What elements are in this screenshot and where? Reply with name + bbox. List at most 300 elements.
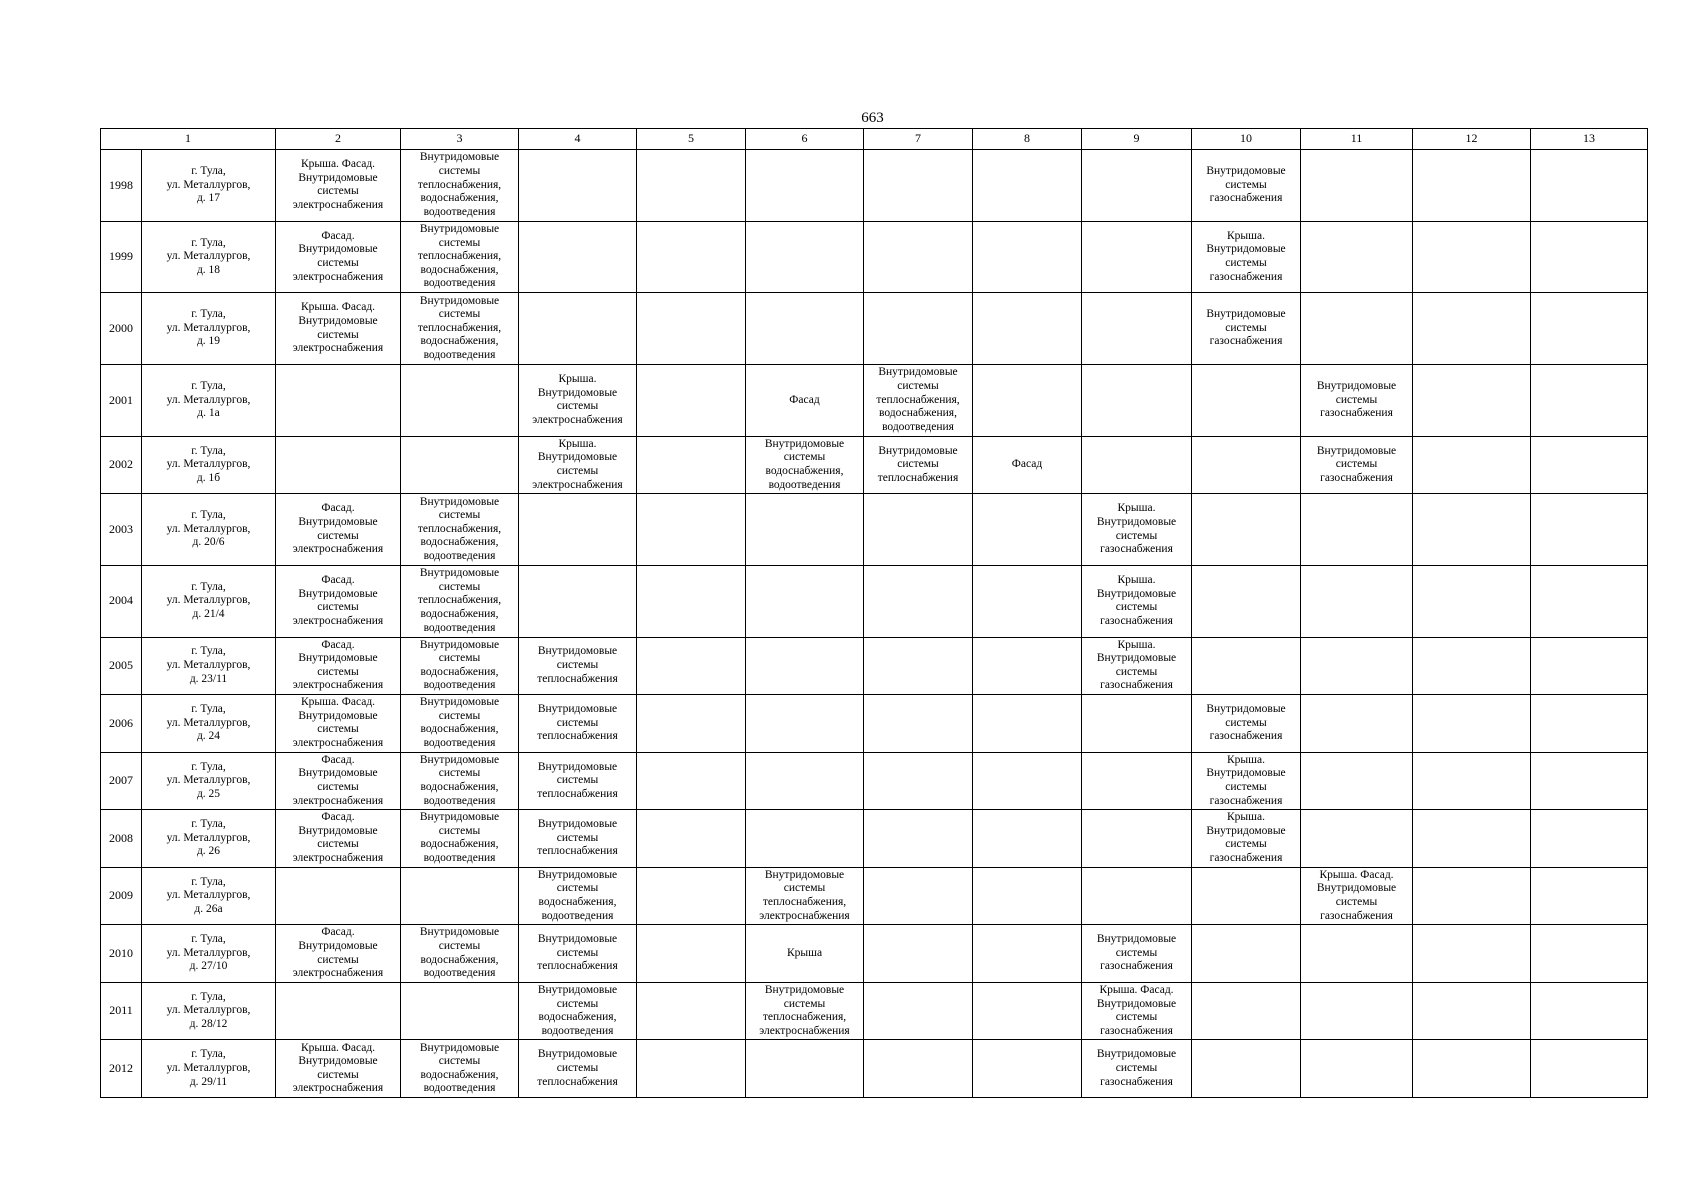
work-cell-col-11 [1301, 221, 1413, 293]
row-number-cell: 2010 [101, 925, 142, 983]
work-cell-col-8 [973, 982, 1082, 1040]
work-text: Внутридомовые системы теплоснабжения, водоснабжения, водоотведения [417, 567, 502, 634]
work-cell-col-11 [1301, 925, 1413, 983]
work-cell-col-10 [1192, 925, 1301, 983]
work-cell-col-3 [401, 982, 519, 1040]
work-cell-col-2 [276, 982, 401, 1040]
work-cell-col-11 [1301, 365, 1413, 437]
work-cell-col-7 [864, 565, 973, 637]
work-cell-col-3 [401, 494, 519, 566]
work-text: Фасад. Внутридомовые системы электроснабжения [292, 638, 384, 692]
work-cell-col-13 [1531, 982, 1648, 1040]
work-text: Внутридомовые системы теплоснабжения, водоснабжения, водоотведения [417, 151, 502, 218]
address-text: г. Тула, ул. Металлургов, д. 19 [166, 308, 251, 348]
work-text: Внутридомовые системы теплоснабжения, электроснабжения [759, 868, 850, 922]
table-row [101, 365, 1648, 437]
work-cell-col-8 [973, 925, 1082, 983]
work-cell-col-4 [519, 565, 637, 637]
column-number-header: 7 [864, 129, 973, 150]
table-body [101, 129, 1648, 1098]
page-number: 663 [861, 110, 884, 126]
work-cell-col-2 [276, 810, 401, 868]
work-text: Крыша. Фасад. Внутридомовые системы газоснабжения [1096, 983, 1177, 1037]
work-cell-col-13 [1531, 150, 1648, 222]
work-cell-col-11 [1301, 494, 1413, 566]
address-cell [142, 494, 276, 566]
work-cell-col-8 [973, 565, 1082, 637]
work-text: Крыша. Внутридомовые системы газоснабжения [1206, 811, 1286, 865]
work-cell-col-8 [973, 293, 1082, 365]
work-cell-col-2 [276, 925, 401, 983]
address-text: г. Тула, ул. Металлургов, д. 17 [166, 164, 251, 205]
work-cell-col-8 [973, 150, 1082, 222]
table-row [101, 150, 1648, 222]
work-cell-col-13 [1531, 637, 1648, 695]
table-row [101, 867, 1648, 925]
work-cell-col-13 [1531, 925, 1648, 983]
work-cell-col-9 [1082, 695, 1192, 753]
row-number-cell: 2007 [101, 752, 142, 810]
work-text: Крыша. Внутридомовые системы газоснабжения [1096, 638, 1177, 692]
work-cell-col-6 [746, 494, 864, 566]
column-number-header: 5 [637, 129, 746, 150]
row-number-cell: 2002 [101, 436, 142, 494]
row-number-cell: 2003 [101, 494, 142, 566]
address-text: г. Тула, ул. Металлургов, д. 27/10 [166, 933, 251, 973]
work-text: Крыша. Фасад. Внутридомовые системы электроснабжения [292, 1041, 384, 1095]
work-cell-col-13 [1531, 752, 1648, 810]
work-cell-col-5 [637, 365, 746, 437]
address-text: г. Тула, ул. Металлургов, д. 21/4 [166, 580, 251, 621]
work-cell-col-13 [1531, 221, 1648, 293]
work-cell-col-6 [746, 565, 864, 637]
work-cell-col-9 [1082, 365, 1192, 437]
work-cell-col-8 [973, 867, 1082, 925]
work-cell-col-8 [973, 365, 1082, 437]
work-cell-col-7 [864, 150, 973, 222]
work-cell-col-10 [1192, 1040, 1301, 1098]
address-cell [142, 293, 276, 365]
work-cell-col-5 [637, 436, 746, 494]
row-number-cell: 2009 [101, 867, 142, 925]
work-cell-col-10 [1192, 565, 1301, 637]
address-cell [142, 436, 276, 494]
work-cell-col-13 [1531, 293, 1648, 365]
column-number-header: 1 [101, 129, 276, 150]
work-cell-col-12 [1413, 810, 1531, 868]
work-text: Внутридомовые системы водоснабжения, водоотведения [764, 437, 845, 491]
work-cell-col-10 [1192, 293, 1301, 365]
address-text: г. Тула, ул. Металлургов, д. 1б [166, 444, 251, 484]
work-cell-col-6 [746, 150, 864, 222]
column-number-header: 9 [1082, 129, 1192, 150]
work-cell-col-9 [1082, 293, 1192, 365]
work-cell-col-4 [519, 436, 637, 494]
work-cell-col-12 [1413, 1040, 1531, 1098]
work-cell-col-2 [276, 150, 401, 222]
work-cell-col-10 [1192, 810, 1301, 868]
work-cell-col-5 [637, 1040, 746, 1098]
row-number-cell: 1998 [101, 150, 142, 222]
work-cell-col-4 [519, 695, 637, 753]
work-cell-col-11 [1301, 293, 1413, 365]
work-cell-col-10 [1192, 221, 1301, 293]
work-text: Крыша. Внутридомовые системы газоснабжения [1206, 753, 1286, 807]
table-row [101, 565, 1648, 637]
work-text: Внутридомовые системы теплоснабжения [537, 1048, 618, 1088]
column-number-header: 12 [1413, 129, 1531, 150]
work-text: Внутридомовые системы водоснабжения, водоотведения [419, 638, 500, 692]
work-cell-col-6 [746, 695, 864, 753]
work-text: Внутридомовые системы теплоснабжения [537, 703, 618, 743]
work-cell-col-2 [276, 867, 401, 925]
work-cell-col-2 [276, 436, 401, 494]
row-number-cell: 2004 [101, 565, 142, 637]
work-cell-col-11 [1301, 565, 1413, 637]
work-cell-col-7 [864, 494, 973, 566]
work-cell-col-5 [637, 752, 746, 810]
work-cell-col-8 [973, 1040, 1082, 1098]
address-cell [142, 365, 276, 437]
work-cell-col-2 [276, 365, 401, 437]
address-cell [142, 810, 276, 868]
work-cell-col-2 [276, 752, 401, 810]
work-cell-col-7 [864, 1040, 973, 1098]
column-number-header: 4 [519, 129, 637, 150]
work-cell-col-3 [401, 867, 519, 925]
work-cell-col-9 [1082, 436, 1192, 494]
work-cell-col-12 [1413, 752, 1531, 810]
work-cell-col-7 [864, 752, 973, 810]
row-number-cell: 2001 [101, 365, 142, 437]
work-cell-col-12 [1413, 150, 1531, 222]
work-cell-col-6 [746, 752, 864, 810]
work-text: Фасад [789, 393, 820, 406]
table-row [101, 637, 1648, 695]
table-row [101, 752, 1648, 810]
work-cell-col-4 [519, 867, 637, 925]
work-cell-col-8 [973, 436, 1082, 494]
work-cell-col-3 [401, 565, 519, 637]
address-cell [142, 565, 276, 637]
work-text: Внутридомовые системы теплоснабжения [537, 645, 618, 685]
work-cell-col-2 [276, 1040, 401, 1098]
work-text: Внутридомовые системы газоснабжения [1316, 379, 1397, 420]
address-cell [142, 867, 276, 925]
work-text: Внутридомовые системы теплоснабжения, водоснабжения, водоотведения [417, 495, 502, 562]
work-cell-col-5 [637, 925, 746, 983]
work-cell-col-12 [1413, 925, 1531, 983]
work-cell-col-12 [1413, 982, 1531, 1040]
work-text: Внутридомовые системы теплоснабжения [537, 760, 618, 800]
work-cell-col-4 [519, 494, 637, 566]
work-text: Фасад. Внутридомовые системы электроснабжения [292, 811, 384, 865]
work-cell-col-9 [1082, 810, 1192, 868]
row-number-cell: 2006 [101, 695, 142, 753]
work-text: Фасад. Внутридомовые системы электроснабжения [292, 502, 384, 556]
work-text: Внутридомовые системы теплоснабжения, водоснабжения, водоотведения [876, 366, 960, 433]
work-cell-col-6 [746, 810, 864, 868]
work-cell-col-6 [746, 637, 864, 695]
work-text: Внутридомовые системы водоснабжения, водоотведения [419, 696, 500, 749]
address-cell [142, 752, 276, 810]
work-text: Крыша. Фасад. Внутридомовые системы электроснабжения [292, 158, 384, 211]
work-cell-col-7 [864, 365, 973, 437]
address-cell [142, 982, 276, 1040]
work-text: Крыша. Внутридомовые системы электроснабжения [532, 437, 623, 491]
table-row [101, 810, 1648, 868]
work-cell-col-13 [1531, 867, 1648, 925]
row-number-cell: 1999 [101, 221, 142, 293]
work-cell-col-6 [746, 436, 864, 494]
work-cell-col-3 [401, 293, 519, 365]
work-text: Внутридомовые системы водоснабжения, водоотведения [537, 983, 618, 1037]
work-cell-col-9 [1082, 925, 1192, 983]
work-cell-col-3 [401, 925, 519, 983]
work-text: Фасад. Внутридомовые системы электроснабжения [292, 229, 384, 283]
work-cell-col-10 [1192, 150, 1301, 222]
work-cell-col-11 [1301, 637, 1413, 695]
work-cell-col-4 [519, 365, 637, 437]
work-text: Внутридомовые системы водоснабжения, водоотведения [419, 811, 500, 865]
column-number-header: 11 [1301, 129, 1413, 150]
work-cell-col-7 [864, 436, 973, 494]
work-cell-col-3 [401, 637, 519, 695]
work-cell-col-13 [1531, 494, 1648, 566]
work-cell-col-9 [1082, 494, 1192, 566]
column-number-header: 8 [973, 129, 1082, 150]
work-cell-col-12 [1413, 436, 1531, 494]
work-cell-col-11 [1301, 150, 1413, 222]
work-cell-col-12 [1413, 221, 1531, 293]
work-text: Крыша. Внутридомовые системы газоснабжения [1096, 574, 1177, 627]
work-cell-col-9 [1082, 150, 1192, 222]
work-cell-col-5 [637, 867, 746, 925]
address-cell [142, 695, 276, 753]
address-text: г. Тула, ул. Металлургов, д. 26а [166, 875, 251, 915]
work-cell-col-4 [519, 752, 637, 810]
work-cell-col-11 [1301, 810, 1413, 868]
works-schedule-table [100, 128, 1648, 1098]
work-cell-col-5 [637, 293, 746, 365]
work-cell-col-6 [746, 1040, 864, 1098]
row-number-cell: 2008 [101, 810, 142, 868]
work-cell-col-6 [746, 982, 864, 1040]
address-text: г. Тула, ул. Металлургов, д. 1а [166, 379, 251, 420]
row-number-cell: 2005 [101, 637, 142, 695]
work-cell-col-3 [401, 1040, 519, 1098]
work-cell-col-8 [973, 810, 1082, 868]
work-text: Крыша. Фасад. Внутридомовые системы электроснабжения [292, 696, 384, 749]
work-cell-col-7 [864, 867, 973, 925]
work-cell-col-3 [401, 436, 519, 494]
work-cell-col-4 [519, 637, 637, 695]
work-cell-col-11 [1301, 695, 1413, 753]
address-cell [142, 925, 276, 983]
work-cell-col-4 [519, 982, 637, 1040]
work-cell-col-2 [276, 293, 401, 365]
address-text: г. Тула, ул. Металлургов, д. 18 [166, 236, 251, 276]
column-number-header: 6 [746, 129, 864, 150]
work-text: Внутридомовые системы теплоснабжения [877, 444, 959, 484]
work-text: Внутридомовые системы газоснабжения [1096, 933, 1177, 973]
address-cell [142, 1040, 276, 1098]
work-cell-col-9 [1082, 221, 1192, 293]
work-cell-col-3 [401, 752, 519, 810]
work-text: Внутридомовые системы теплоснабжения, водоснабжения, водоотведения [417, 223, 502, 290]
work-cell-col-2 [276, 221, 401, 293]
work-cell-col-9 [1082, 752, 1192, 810]
work-cell-col-10 [1192, 752, 1301, 810]
work-text: Внутридомовые системы теплоснабжения [537, 933, 618, 973]
work-text: Крыша. Внутридомовые системы газоснабжения [1096, 502, 1177, 556]
work-text: Внутридомовые системы газоснабжения [1206, 703, 1286, 743]
work-text: Фасад. Внутридомовые системы электроснабжения [292, 926, 384, 980]
work-cell-col-2 [276, 494, 401, 566]
work-cell-col-9 [1082, 867, 1192, 925]
work-text: Внутридомовые системы газоснабжения [1096, 1048, 1177, 1088]
work-cell-col-5 [637, 982, 746, 1040]
work-cell-col-4 [519, 150, 637, 222]
work-cell-col-9 [1082, 982, 1192, 1040]
work-cell-col-12 [1413, 867, 1531, 925]
work-text: Внутридомовые системы водоснабжения, водоотведения [419, 1041, 500, 1095]
work-text: Фасад. Внутридомовые системы электроснабжения [292, 574, 384, 627]
work-text: Внутридомовые системы теплоснабжения, электроснабжения [759, 983, 850, 1037]
work-cell-col-7 [864, 293, 973, 365]
work-cell-col-8 [973, 637, 1082, 695]
work-cell-col-13 [1531, 365, 1648, 437]
work-cell-col-5 [637, 221, 746, 293]
work-text: Фасад. Внутридомовые системы электроснабжения [292, 753, 384, 807]
work-cell-col-10 [1192, 695, 1301, 753]
table-row [101, 436, 1648, 494]
table-row [101, 982, 1648, 1040]
work-cell-col-2 [276, 637, 401, 695]
work-cell-col-5 [637, 494, 746, 566]
table-row [101, 293, 1648, 365]
work-cell-col-12 [1413, 293, 1531, 365]
row-number-cell: 2000 [101, 293, 142, 365]
work-cell-col-3 [401, 810, 519, 868]
work-cell-col-4 [519, 1040, 637, 1098]
work-cell-col-11 [1301, 752, 1413, 810]
work-text: Внутридомовые системы газоснабжения [1316, 444, 1397, 484]
address-text: г. Тула, ул. Металлургов, д. 20/6 [166, 509, 251, 549]
work-cell-col-5 [637, 565, 746, 637]
work-cell-col-9 [1082, 637, 1192, 695]
work-text: Крыша [786, 946, 823, 959]
work-text: Внутридомовые системы теплоснабжения, водоснабжения, водоотведения [417, 294, 502, 362]
work-cell-col-6 [746, 925, 864, 983]
work-text: Внутридомовые системы теплоснабжения [537, 818, 618, 858]
work-cell-col-13 [1531, 565, 1648, 637]
work-cell-col-10 [1192, 365, 1301, 437]
work-cell-col-3 [401, 365, 519, 437]
work-cell-col-12 [1413, 365, 1531, 437]
work-cell-col-10 [1192, 867, 1301, 925]
work-cell-col-7 [864, 810, 973, 868]
address-cell [142, 221, 276, 293]
work-cell-col-12 [1413, 695, 1531, 753]
work-cell-col-12 [1413, 494, 1531, 566]
work-text: Крыша. Внутридомовые системы газоснабжения [1206, 229, 1286, 283]
work-text: Внутридомовые системы газоснабжения [1206, 164, 1286, 205]
address-text: г. Тула, ул. Металлургов, д. 29/11 [166, 1048, 251, 1088]
work-cell-col-4 [519, 925, 637, 983]
work-text: Крыша. Фасад. Внутридомовые системы электроснабжения [292, 301, 384, 355]
work-text: Внутридомовые системы водоснабжения, водоотведения [419, 753, 500, 807]
table-row [101, 494, 1648, 566]
work-cell-col-4 [519, 293, 637, 365]
work-cell-col-8 [973, 494, 1082, 566]
work-cell-col-7 [864, 695, 973, 753]
work-cell-col-13 [1531, 810, 1648, 868]
work-cell-col-4 [519, 221, 637, 293]
address-cell [142, 150, 276, 222]
work-cell-col-2 [276, 565, 401, 637]
column-number-header: 2 [276, 129, 401, 150]
address-text: г. Тула, ул. Металлургов, д. 23/11 [166, 645, 251, 685]
column-number-header: 10 [1192, 129, 1301, 150]
work-cell-col-3 [401, 150, 519, 222]
work-cell-col-13 [1531, 695, 1648, 753]
work-cell-col-3 [401, 221, 519, 293]
address-text: г. Тула, ул. Металлургов, д. 26 [166, 818, 251, 858]
column-number-header: 13 [1531, 129, 1648, 150]
work-cell-col-12 [1413, 637, 1531, 695]
work-cell-col-3 [401, 695, 519, 753]
table-row [101, 221, 1648, 293]
work-text: Фасад [1011, 458, 1043, 471]
work-cell-col-6 [746, 221, 864, 293]
work-cell-col-6 [746, 365, 864, 437]
work-cell-col-4 [519, 810, 637, 868]
work-cell-col-9 [1082, 1040, 1192, 1098]
work-text: Внутридомовые системы газоснабжения [1206, 308, 1286, 348]
work-cell-col-5 [637, 810, 746, 868]
work-cell-col-8 [973, 695, 1082, 753]
work-cell-col-10 [1192, 494, 1301, 566]
work-cell-col-8 [973, 752, 1082, 810]
address-text: г. Тула, ул. Металлургов, д. 25 [166, 760, 251, 800]
work-text: Крыша. Внутридомовые системы электроснабжения [532, 373, 623, 426]
work-cell-col-6 [746, 293, 864, 365]
work-cell-col-13 [1531, 436, 1648, 494]
work-cell-col-8 [973, 221, 1082, 293]
work-cell-col-9 [1082, 565, 1192, 637]
work-cell-col-11 [1301, 436, 1413, 494]
work-cell-col-7 [864, 925, 973, 983]
work-cell-col-7 [864, 637, 973, 695]
work-cell-col-7 [864, 982, 973, 1040]
column-number-header: 3 [401, 129, 519, 150]
work-cell-col-13 [1531, 1040, 1648, 1098]
table-row [101, 1040, 1648, 1098]
work-cell-col-11 [1301, 982, 1413, 1040]
work-cell-col-12 [1413, 565, 1531, 637]
work-cell-col-11 [1301, 867, 1413, 925]
work-cell-col-10 [1192, 982, 1301, 1040]
work-cell-col-5 [637, 150, 746, 222]
table-row [101, 695, 1648, 753]
address-text: г. Тула, ул. Металлургов, д. 24 [166, 703, 251, 743]
row-number-cell: 2012 [101, 1040, 142, 1098]
row-number-cell: 2011 [101, 982, 142, 1040]
address-cell [142, 637, 276, 695]
work-cell-col-10 [1192, 436, 1301, 494]
work-text: Внутридомовые системы водоснабжения, водоотведения [537, 868, 618, 922]
